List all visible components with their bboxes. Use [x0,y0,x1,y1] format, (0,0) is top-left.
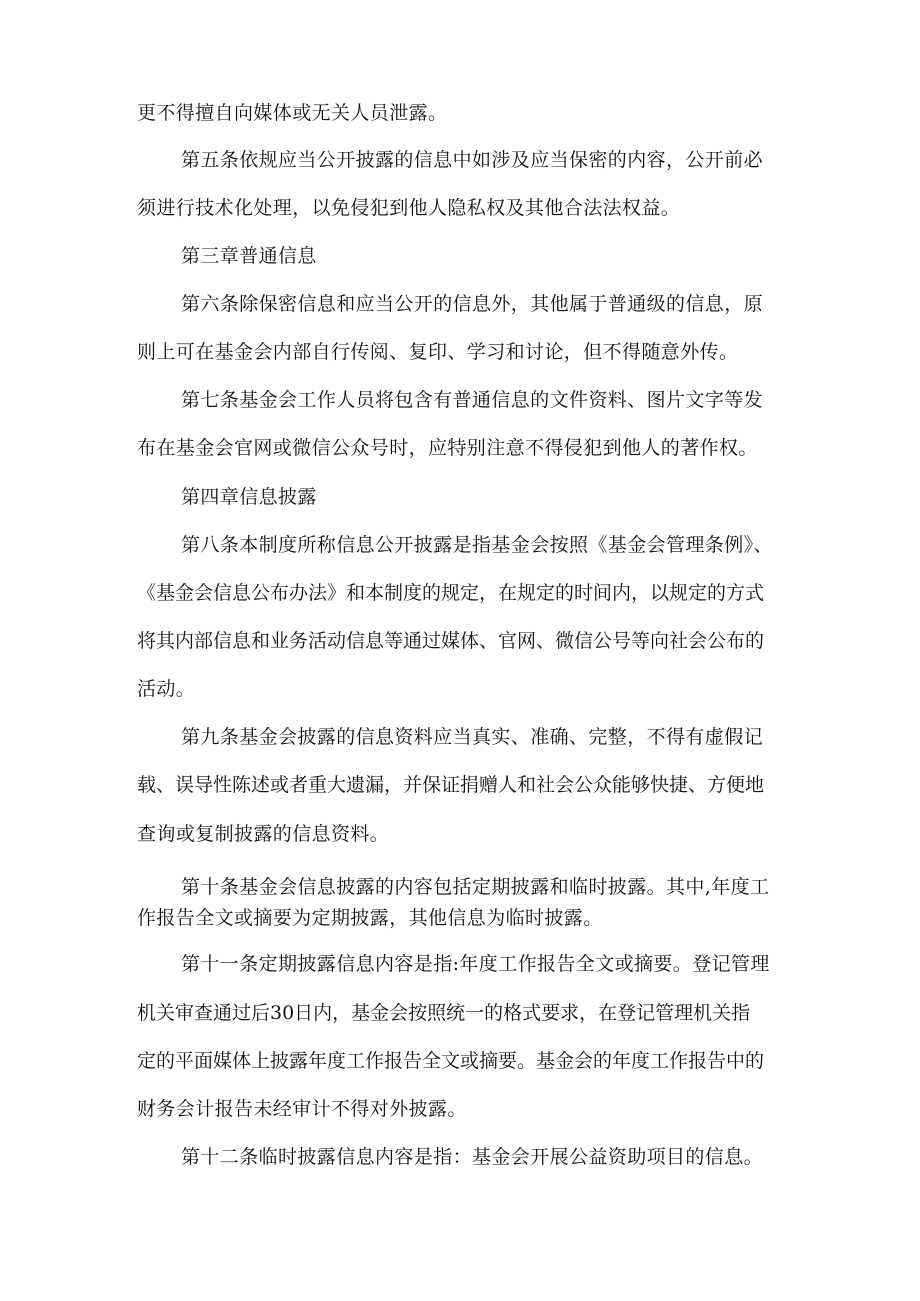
text-line: 第十二条临时披露信息内容是指：基金会开展公益资助项目的信息。 [181,1146,764,1168]
text-line: 《基金会信息公布办法》和本制度的规定，在规定的时间内，以规定的方式 [137,582,765,604]
chapter-heading: 第三章普通信息 [181,245,317,267]
text-line: 查询或复制披露的信息资料。 [137,823,390,845]
text-line: 活动。 [137,678,196,700]
text-line: 定的平面媒体上披露年度工作报告全文或摘要。基金会的年度工作报告中的 [137,1050,765,1072]
text-line: 第六条除保密信息和应当公开的信息外，其他属于普通级的信息，原 [181,293,764,315]
text-line: 作报告全文或摘要为定期披露，其他信息为临时披露。 [137,907,603,929]
text-line: 第八条本制度所称信息公开披露是指基金会按照《基金会管理条例》、 [181,534,773,556]
text-line: 则上可在基金会内部自行传阅、复印、学习和讨论，但不得随意外传。 [137,341,739,363]
text-line: 载、误导性陈述或者重大遗漏，并保证捐赠人和社会公众能够快捷、方便地 [137,774,765,796]
text-line: 须进行技术化处理，以免侵犯到他人隐私权及其他合法法权益。 [137,197,681,219]
text-line: 第十条基金会信息披露的内容包括定期披露和临时披露。其中,年度工 [181,876,770,898]
text-line: 第五条依规应当公开披露的信息中如涉及应当保密的内容，公开前必 [181,149,764,171]
text-line: 第七条基金会工作人员将包含有普通信息的文件资料、图片文字等发 [181,389,764,411]
chapter-heading: 第四章信息披露 [181,486,317,508]
text-line: 第九条基金会披露的信息资料应当真实、准确、完整，不得有虚假记 [181,726,764,748]
text-line: 第十一条定期披露信息内容是指:年度工作报告全文或摘要。登记管理 [181,953,770,975]
text-line: 布在基金会官网或微信公众号时，应特别注意不得侵犯到他人的著作权。 [137,437,758,459]
text-line: 机关审查通过后30日内，基金会按照统一的格式要求，在登记管理机关指 [137,1002,751,1024]
text-line: 将其内部信息和业务活动信息等通过媒体、官网、微信公号等向社会公布的 [137,630,765,652]
text-line: 财务会计报告未经审计不得对外披露。 [137,1098,467,1120]
text-line: 更不得擅自向媒体或无关人员泄露。 [137,102,448,124]
